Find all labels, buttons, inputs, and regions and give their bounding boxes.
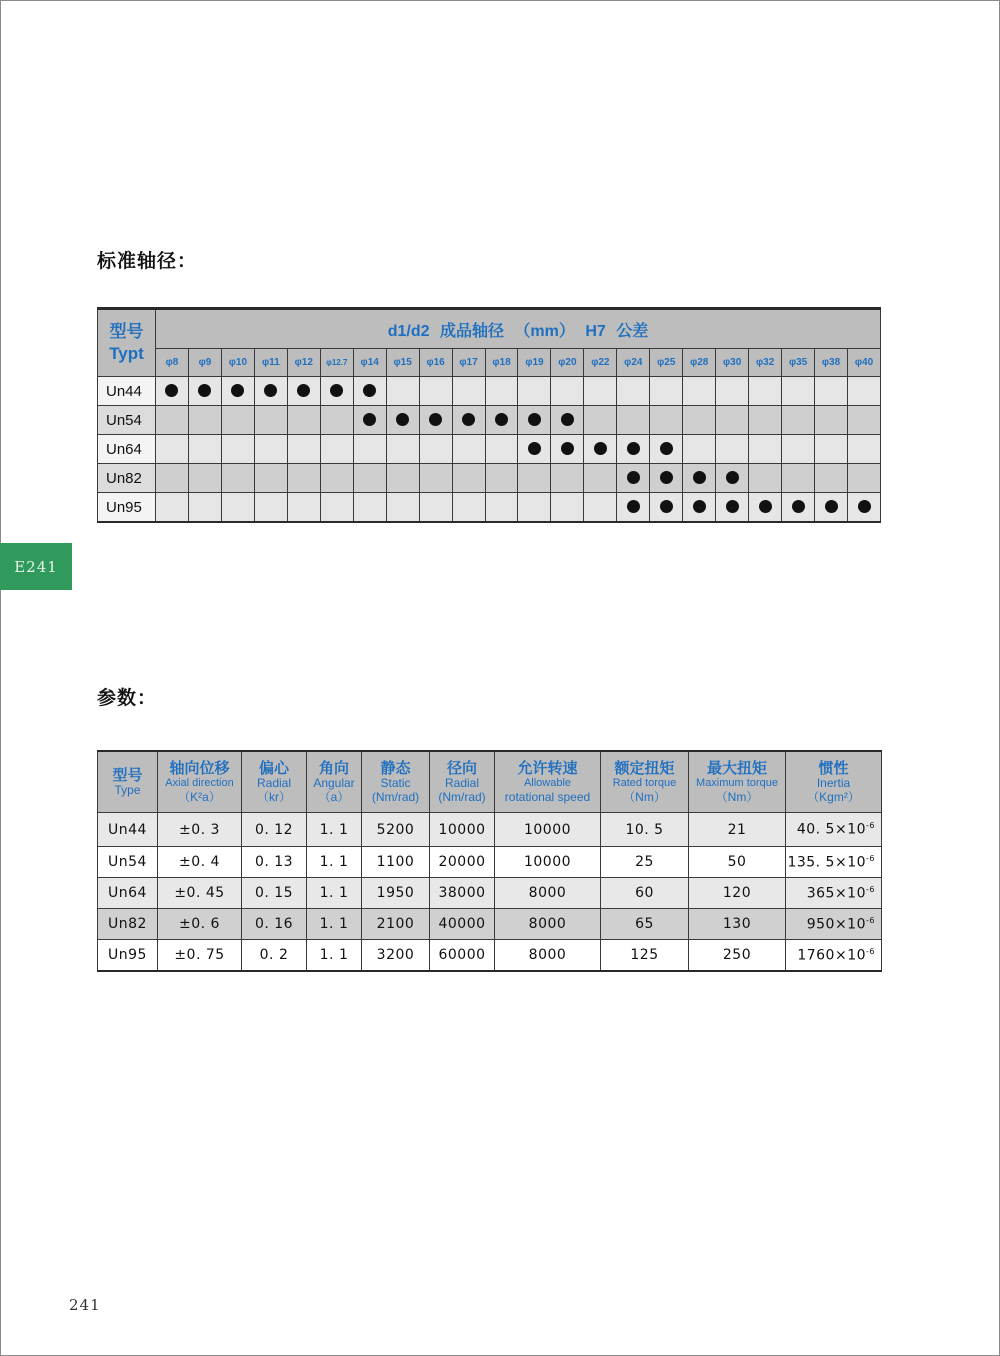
col-axial: 轴向位移 Axial direction （K²a） — [158, 751, 242, 813]
availability-cell — [749, 464, 782, 493]
available-dot-icon — [660, 500, 673, 513]
availability-cell — [815, 435, 848, 464]
availability-cell — [683, 435, 716, 464]
available-dot-icon — [297, 384, 310, 397]
cell-angular: 1. 1 — [307, 847, 362, 878]
cell-max: 250 — [689, 940, 786, 972]
availability-cell — [419, 493, 452, 523]
inertia-value: 135. 5×10 — [787, 854, 867, 871]
availability-cell — [716, 464, 749, 493]
availability-cell — [485, 406, 518, 435]
cell-max: 50 — [689, 847, 786, 878]
available-dot-icon — [561, 442, 574, 455]
availability-cell — [650, 406, 683, 435]
availability-cell — [353, 406, 386, 435]
col-inertia: 惯性 Inertia （Kgm²） — [786, 751, 882, 813]
table-row — [98, 940, 882, 972]
available-dot-icon — [429, 413, 442, 426]
diameter-header: φ24 — [617, 349, 650, 377]
diameter-header: φ40 — [848, 349, 881, 377]
model-cell: Un64 — [98, 435, 156, 464]
availability-cell — [716, 406, 749, 435]
availability-cell — [848, 435, 881, 464]
availability-cell — [584, 377, 617, 406]
cell-type: Un54 — [98, 847, 158, 878]
availability-cell — [221, 464, 254, 493]
cell-type: Un64 — [98, 878, 158, 909]
availability-cell — [485, 377, 518, 406]
availability-cell — [815, 377, 848, 406]
diameter-header: φ32 — [749, 349, 782, 377]
cell-radial: 0. 12 — [242, 813, 307, 847]
availability-cell — [683, 406, 716, 435]
availability-cell — [386, 377, 419, 406]
diameter-header: φ35 — [782, 349, 815, 377]
availability-cell — [518, 435, 551, 464]
availability-cell — [320, 435, 353, 464]
cell-speed: 10000 — [495, 813, 601, 847]
available-dot-icon — [231, 384, 244, 397]
availability-cell — [156, 406, 189, 435]
available-dot-icon — [363, 384, 376, 397]
available-dot-icon — [660, 471, 673, 484]
availability-cell — [221, 406, 254, 435]
availability-cell — [156, 464, 189, 493]
availability-cell — [650, 464, 683, 493]
table-row — [98, 813, 882, 847]
available-dot-icon — [528, 413, 541, 426]
availability-cell — [518, 464, 551, 493]
availability-cell — [320, 406, 353, 435]
table-row — [98, 406, 881, 435]
cell-radial: 0. 13 — [242, 847, 307, 878]
availability-cell — [221, 377, 254, 406]
col-radial: 偏心 Radial （kr） — [242, 751, 307, 813]
availability-cell — [716, 493, 749, 523]
cell-max: 130 — [689, 909, 786, 940]
cell-radial-stiff: 10000 — [430, 813, 495, 847]
availability-cell — [683, 493, 716, 523]
table-row — [98, 464, 881, 493]
col-rated-torque: 额定扭矩 Rated torque （Nm） — [601, 751, 689, 813]
diameter-header: φ14 — [353, 349, 386, 377]
cell-radial-stiff: 20000 — [430, 847, 495, 878]
cell-rated: 65 — [601, 909, 689, 940]
available-dot-icon — [627, 500, 640, 513]
availability-cell — [485, 493, 518, 523]
availability-cell — [386, 464, 419, 493]
diameter-header: φ25 — [650, 349, 683, 377]
availability-cell — [188, 464, 221, 493]
availability-cell — [254, 464, 287, 493]
diameter-header: φ11 — [254, 349, 287, 377]
cell-speed: 8000 — [495, 940, 601, 972]
availability-cell — [419, 406, 452, 435]
cell-static: 5200 — [362, 813, 430, 847]
availability-cell — [782, 493, 815, 523]
cell-static: 1950 — [362, 878, 430, 909]
cell-radial-stiff: 60000 — [430, 940, 495, 972]
availability-cell — [188, 406, 221, 435]
availability-cell — [683, 377, 716, 406]
availability-cell — [485, 464, 518, 493]
availability-cell — [650, 377, 683, 406]
cell-angular: 1. 1 — [307, 878, 362, 909]
col-angular: 角向 Angular （a） — [307, 751, 362, 813]
cell-radial: 0. 16 — [242, 909, 307, 940]
availability-cell — [650, 435, 683, 464]
parameters-title: 参数： — [97, 687, 158, 709]
cell-axial: ±0. 6 — [158, 909, 242, 940]
cell-type: Un95 — [98, 940, 158, 972]
available-dot-icon — [165, 384, 178, 397]
availability-cell — [353, 464, 386, 493]
parameters-header-row — [98, 751, 882, 813]
available-dot-icon — [462, 413, 475, 426]
availability-cell — [650, 493, 683, 523]
available-dot-icon — [198, 384, 211, 397]
diameter-header: φ30 — [716, 349, 749, 377]
availability-cell — [551, 435, 584, 464]
availability-cell — [716, 377, 749, 406]
cell-axial: ±0. 45 — [158, 878, 242, 909]
availability-cell — [386, 435, 419, 464]
inertia-value: 40. 5×10 — [796, 821, 867, 838]
diameter-header: φ17 — [452, 349, 485, 377]
availability-cell — [254, 435, 287, 464]
cell-rated: 60 — [601, 878, 689, 909]
cell-type: Un44 — [98, 813, 158, 847]
inertia-exponent: -6 — [866, 853, 875, 863]
availability-cell — [848, 464, 881, 493]
inertia-exponent: -6 — [866, 946, 875, 956]
type-header — [98, 309, 156, 377]
diameter-header: φ10 — [221, 349, 254, 377]
availability-cell — [221, 493, 254, 523]
availability-cell — [287, 435, 320, 464]
table-row — [98, 435, 881, 464]
availability-cell — [584, 464, 617, 493]
cell-speed: 10000 — [495, 847, 601, 878]
available-dot-icon — [396, 413, 409, 426]
cell-rated: 25 — [601, 847, 689, 878]
availability-cell — [782, 406, 815, 435]
col-max-torque: 最大扭矩 Maximum torque （Nm） — [689, 751, 786, 813]
availability-cell — [617, 464, 650, 493]
model-cell: Un82 — [98, 464, 156, 493]
table-row — [98, 878, 882, 909]
availability-cell — [584, 435, 617, 464]
availability-cell — [287, 493, 320, 523]
availability-cell — [518, 377, 551, 406]
table-row — [98, 377, 881, 406]
inertia-exponent: -6 — [866, 915, 875, 925]
inertia-value: 950×10 — [806, 916, 867, 933]
cell-angular: 1. 1 — [307, 940, 362, 972]
availability-cell — [156, 377, 189, 406]
parameters-table — [97, 750, 882, 972]
model-cell: Un95 — [98, 493, 156, 523]
available-dot-icon — [627, 471, 640, 484]
cell-inertia — [786, 847, 882, 878]
side-tab: E241 — [0, 543, 72, 590]
cell-radial: 0. 2 — [242, 940, 307, 972]
diameter-header: φ12 — [287, 349, 320, 377]
availability-cell — [419, 435, 452, 464]
cell-max: 21 — [689, 813, 786, 847]
standard-shaft-table — [97, 307, 881, 523]
cell-rated: 125 — [601, 940, 689, 972]
col-type: 型号 Type — [98, 751, 158, 813]
diameter-header: φ12.7 — [320, 349, 353, 377]
model-cell: Un44 — [98, 377, 156, 406]
model-cell: Un54 — [98, 406, 156, 435]
availability-cell — [287, 377, 320, 406]
cell-static: 3200 — [362, 940, 430, 972]
availability-cell — [848, 377, 881, 406]
cell-angular: 1. 1 — [307, 909, 362, 940]
availability-cell — [353, 435, 386, 464]
cell-static: 1100 — [362, 847, 430, 878]
inertia-exponent: -6 — [866, 821, 875, 831]
availability-cell — [848, 406, 881, 435]
available-dot-icon — [594, 442, 607, 455]
available-dot-icon — [264, 384, 277, 397]
cell-static: 2100 — [362, 909, 430, 940]
inertia-exponent: -6 — [866, 884, 875, 894]
table-row — [98, 909, 882, 940]
cell-max: 120 — [689, 878, 786, 909]
type-header-en: Typt — [109, 344, 144, 363]
availability-cell — [485, 435, 518, 464]
availability-cell — [551, 406, 584, 435]
cell-radial-stiff: 40000 — [430, 909, 495, 940]
availability-cell — [848, 493, 881, 523]
availability-cell — [617, 406, 650, 435]
availability-cell — [386, 406, 419, 435]
availability-cell — [254, 493, 287, 523]
inertia-value: 365×10 — [806, 885, 867, 902]
cell-rated: 10. 5 — [601, 813, 689, 847]
cell-axial: ±0. 3 — [158, 813, 242, 847]
diameter-header: φ16 — [419, 349, 452, 377]
diameter-header: φ20 — [551, 349, 584, 377]
table-row — [98, 493, 881, 523]
availability-cell — [617, 377, 650, 406]
available-dot-icon — [660, 442, 673, 455]
availability-cell — [551, 464, 584, 493]
availability-cell — [156, 493, 189, 523]
availability-cell — [419, 377, 452, 406]
availability-cell — [518, 493, 551, 523]
diameter-header: φ15 — [386, 349, 419, 377]
available-dot-icon — [561, 413, 574, 426]
availability-cell — [749, 493, 782, 523]
diameter-header: φ18 — [485, 349, 518, 377]
diameter-header: φ8 — [156, 349, 189, 377]
availability-cell — [815, 464, 848, 493]
cell-radial-stiff: 38000 — [430, 878, 495, 909]
availability-cell — [782, 435, 815, 464]
available-dot-icon — [528, 442, 541, 455]
cell-inertia — [786, 909, 882, 940]
available-dot-icon — [627, 442, 640, 455]
availability-cell — [749, 435, 782, 464]
type-header-cn: 型号 — [109, 322, 144, 341]
diameter-header: φ28 — [683, 349, 716, 377]
availability-cell — [452, 406, 485, 435]
available-dot-icon — [693, 500, 706, 513]
availability-cell — [452, 377, 485, 406]
availability-cell — [551, 493, 584, 523]
availability-cell — [320, 464, 353, 493]
availability-cell — [518, 406, 551, 435]
available-dot-icon — [726, 471, 739, 484]
availability-cell — [188, 435, 221, 464]
cell-radial: 0. 15 — [242, 878, 307, 909]
availability-cell — [188, 377, 221, 406]
availability-cell — [617, 493, 650, 523]
availability-cell — [584, 493, 617, 523]
availability-cell — [254, 406, 287, 435]
diameter-header: φ38 — [815, 349, 848, 377]
inertia-value: 1760×10 — [797, 947, 867, 964]
availability-cell — [815, 493, 848, 523]
available-dot-icon — [693, 471, 706, 484]
diameter-header: φ22 — [584, 349, 617, 377]
availability-cell — [221, 435, 254, 464]
availability-cell — [353, 377, 386, 406]
availability-cell — [419, 464, 452, 493]
diameter-header-row — [98, 349, 881, 377]
availability-cell — [353, 493, 386, 523]
availability-cell — [815, 406, 848, 435]
availability-cell — [749, 377, 782, 406]
cell-speed: 8000 — [495, 909, 601, 940]
availability-cell — [716, 435, 749, 464]
available-dot-icon — [363, 413, 376, 426]
cell-axial: ±0. 75 — [158, 940, 242, 972]
availability-cell — [188, 493, 221, 523]
col-static: 静态 Static (Nm/rad) — [362, 751, 430, 813]
availability-cell — [452, 464, 485, 493]
cell-inertia — [786, 813, 882, 847]
availability-cell — [452, 435, 485, 464]
availability-cell — [287, 406, 320, 435]
availability-cell — [551, 377, 584, 406]
available-dot-icon — [759, 500, 772, 513]
standard-shaft-title: 标准轴径： — [97, 250, 198, 272]
availability-cell — [254, 377, 287, 406]
available-dot-icon — [495, 413, 508, 426]
cell-angular: 1. 1 — [307, 813, 362, 847]
cell-type: Un82 — [98, 909, 158, 940]
cell-inertia — [786, 878, 882, 909]
availability-cell — [782, 377, 815, 406]
availability-cell — [320, 493, 353, 523]
page-number: 241 — [69, 1296, 101, 1314]
availability-cell — [617, 435, 650, 464]
availability-cell — [683, 464, 716, 493]
availability-cell — [452, 493, 485, 523]
available-dot-icon — [726, 500, 739, 513]
available-dot-icon — [330, 384, 343, 397]
availability-cell — [749, 406, 782, 435]
cell-axial: ±0. 4 — [158, 847, 242, 878]
availability-cell — [584, 406, 617, 435]
availability-cell — [320, 377, 353, 406]
col-speed: 允许转速 Allowable rotational speed — [495, 751, 601, 813]
cell-speed: 8000 — [495, 878, 601, 909]
diameter-header: φ19 — [518, 349, 551, 377]
availability-cell — [287, 464, 320, 493]
col-radial-stiffness: 径向 Radial (Nm/rad) — [430, 751, 495, 813]
available-dot-icon — [858, 500, 871, 513]
table-row — [98, 847, 882, 878]
availability-cell — [782, 464, 815, 493]
availability-cell — [156, 435, 189, 464]
cell-inertia — [786, 940, 882, 972]
availability-cell — [386, 493, 419, 523]
shaft-table-title: d1/d2 成品轴径 （mm） H7 公差 — [156, 309, 881, 349]
available-dot-icon — [825, 500, 838, 513]
available-dot-icon — [792, 500, 805, 513]
diameter-header: φ9 — [188, 349, 221, 377]
